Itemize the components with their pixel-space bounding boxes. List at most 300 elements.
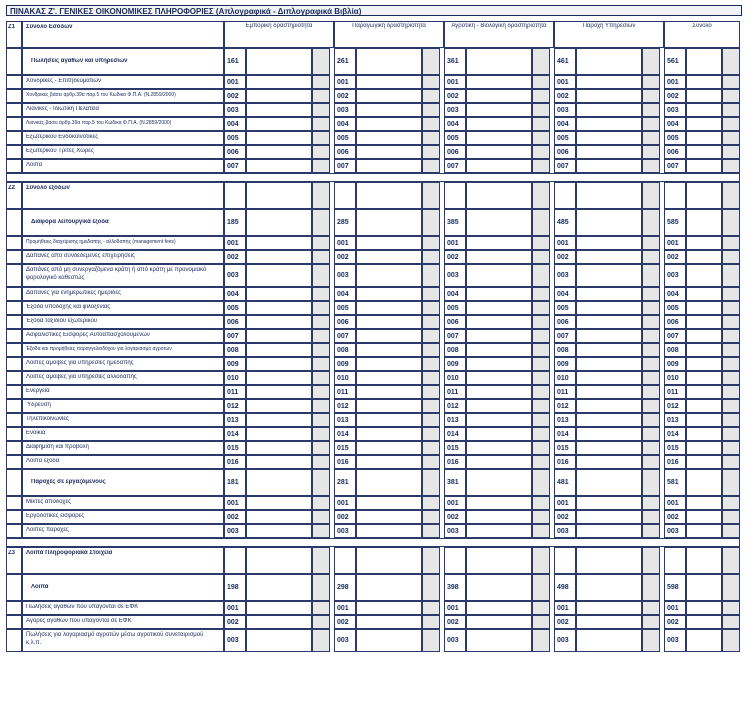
amount-input[interactable]: [466, 427, 532, 441]
amount-input[interactable]: [686, 89, 722, 103]
amount-input[interactable]: [246, 510, 312, 524]
amount-input[interactable]: [466, 236, 532, 250]
decimal-input[interactable]: [532, 250, 550, 264]
decimal-input[interactable]: [642, 287, 660, 301]
decimal-input[interactable]: [642, 413, 660, 427]
amount-input[interactable]: [356, 145, 422, 159]
decimal-input[interactable]: [642, 75, 660, 89]
decimal-input[interactable]: [422, 117, 440, 131]
decimal-input[interactable]: [312, 264, 330, 287]
decimal-input[interactable]: [532, 48, 550, 75]
decimal-input[interactable]: [722, 385, 740, 399]
amount-input[interactable]: [576, 250, 642, 264]
decimal-input[interactable]: [312, 496, 330, 510]
amount-input[interactable]: [356, 441, 422, 455]
amount-input[interactable]: [576, 103, 642, 117]
amount-input[interactable]: [246, 48, 312, 75]
amount-input[interactable]: [466, 496, 532, 510]
decimal-input[interactable]: [422, 131, 440, 145]
amount-input[interactable]: [576, 315, 642, 329]
amount-input[interactable]: [246, 371, 312, 385]
decimal-input[interactable]: [642, 455, 660, 469]
decimal-input[interactable]: [422, 524, 440, 538]
decimal-input[interactable]: [722, 343, 740, 357]
amount-input[interactable]: [576, 264, 642, 287]
amount-input[interactable]: [246, 315, 312, 329]
decimal-input[interactable]: [532, 357, 550, 371]
decimal-input[interactable]: [422, 103, 440, 117]
decimal-input[interactable]: [642, 236, 660, 250]
decimal-input[interactable]: [642, 343, 660, 357]
decimal-input[interactable]: [422, 385, 440, 399]
amount-input[interactable]: [466, 343, 532, 357]
amount-input[interactable]: [356, 371, 422, 385]
decimal-input[interactable]: [722, 236, 740, 250]
decimal-input[interactable]: [312, 48, 330, 75]
amount-input[interactable]: [246, 413, 312, 427]
decimal-input[interactable]: [422, 469, 440, 496]
decimal-input[interactable]: [722, 496, 740, 510]
decimal-input[interactable]: [642, 89, 660, 103]
amount-input[interactable]: [686, 329, 722, 343]
decimal-input[interactable]: [722, 455, 740, 469]
amount-input[interactable]: [246, 629, 312, 652]
amount-input[interactable]: [246, 209, 312, 236]
decimal-input[interactable]: [312, 117, 330, 131]
amount-input[interactable]: [576, 301, 642, 315]
decimal-input[interactable]: [532, 601, 550, 615]
amount-input[interactable]: [246, 301, 312, 315]
amount-input[interactable]: [466, 469, 532, 496]
decimal-input[interactable]: [422, 89, 440, 103]
decimal-input[interactable]: [422, 48, 440, 75]
amount-input[interactable]: [356, 615, 422, 629]
amount-input[interactable]: [466, 89, 532, 103]
decimal-input[interactable]: [422, 75, 440, 89]
amount-input[interactable]: [686, 301, 722, 315]
amount-input[interactable]: [466, 264, 532, 287]
amount-input[interactable]: [466, 301, 532, 315]
decimal-input[interactable]: [532, 615, 550, 629]
amount-input[interactable]: [356, 48, 422, 75]
decimal-input[interactable]: [722, 510, 740, 524]
amount-input[interactable]: [686, 48, 722, 75]
decimal-input[interactable]: [722, 287, 740, 301]
decimal-input[interactable]: [312, 615, 330, 629]
decimal-input[interactable]: [642, 371, 660, 385]
decimal-input[interactable]: [422, 357, 440, 371]
amount-input[interactable]: [686, 117, 722, 131]
decimal-input[interactable]: [722, 315, 740, 329]
amount-input[interactable]: [246, 455, 312, 469]
decimal-input[interactable]: [532, 371, 550, 385]
decimal-input[interactable]: [532, 343, 550, 357]
amount-input[interactable]: [686, 601, 722, 615]
decimal-input[interactable]: [312, 89, 330, 103]
amount-input[interactable]: [576, 629, 642, 652]
amount-input[interactable]: [246, 427, 312, 441]
amount-input[interactable]: [686, 357, 722, 371]
decimal-input[interactable]: [422, 209, 440, 236]
decimal-input[interactable]: [722, 209, 740, 236]
amount-input[interactable]: [686, 441, 722, 455]
decimal-input[interactable]: [422, 455, 440, 469]
decimal-input[interactable]: [642, 145, 660, 159]
decimal-input[interactable]: [722, 301, 740, 315]
amount-input[interactable]: [576, 343, 642, 357]
decimal-input[interactable]: [422, 343, 440, 357]
amount-input[interactable]: [356, 131, 422, 145]
amount-input[interactable]: [576, 469, 642, 496]
decimal-input[interactable]: [532, 469, 550, 496]
decimal-input[interactable]: [312, 399, 330, 413]
amount-input[interactable]: [576, 236, 642, 250]
decimal-input[interactable]: [312, 250, 330, 264]
decimal-input[interactable]: [642, 103, 660, 117]
amount-input[interactable]: [576, 399, 642, 413]
amount-input[interactable]: [356, 469, 422, 496]
amount-input[interactable]: [246, 236, 312, 250]
decimal-input[interactable]: [642, 209, 660, 236]
amount-input[interactable]: [356, 75, 422, 89]
amount-input[interactable]: [686, 629, 722, 652]
amount-input[interactable]: [686, 250, 722, 264]
amount-input[interactable]: [466, 315, 532, 329]
decimal-input[interactable]: [722, 371, 740, 385]
decimal-input[interactable]: [422, 413, 440, 427]
decimal-input[interactable]: [642, 117, 660, 131]
decimal-input[interactable]: [312, 343, 330, 357]
amount-input[interactable]: [246, 103, 312, 117]
amount-input[interactable]: [576, 601, 642, 615]
decimal-input[interactable]: [722, 615, 740, 629]
decimal-input[interactable]: [642, 315, 660, 329]
decimal-input[interactable]: [532, 629, 550, 652]
decimal-input[interactable]: [722, 629, 740, 652]
decimal-input[interactable]: [312, 236, 330, 250]
amount-input[interactable]: [686, 510, 722, 524]
amount-input[interactable]: [466, 629, 532, 652]
amount-input[interactable]: [576, 287, 642, 301]
amount-input[interactable]: [686, 209, 722, 236]
amount-input[interactable]: [356, 413, 422, 427]
decimal-input[interactable]: [312, 524, 330, 538]
decimal-input[interactable]: [422, 510, 440, 524]
amount-input[interactable]: [246, 357, 312, 371]
amount-input[interactable]: [356, 301, 422, 315]
amount-input[interactable]: [576, 357, 642, 371]
decimal-input[interactable]: [532, 524, 550, 538]
amount-input[interactable]: [466, 574, 532, 601]
decimal-input[interactable]: [312, 385, 330, 399]
decimal-input[interactable]: [422, 264, 440, 287]
decimal-input[interactable]: [722, 357, 740, 371]
decimal-input[interactable]: [532, 399, 550, 413]
decimal-input[interactable]: [642, 629, 660, 652]
amount-input[interactable]: [576, 89, 642, 103]
decimal-input[interactable]: [722, 250, 740, 264]
decimal-input[interactable]: [642, 469, 660, 496]
amount-input[interactable]: [356, 385, 422, 399]
amount-input[interactable]: [576, 131, 642, 145]
decimal-input[interactable]: [642, 131, 660, 145]
amount-input[interactable]: [246, 385, 312, 399]
decimal-input[interactable]: [722, 117, 740, 131]
amount-input[interactable]: [576, 574, 642, 601]
amount-input[interactable]: [686, 469, 722, 496]
amount-input[interactable]: [466, 75, 532, 89]
decimal-input[interactable]: [422, 236, 440, 250]
amount-input[interactable]: [466, 413, 532, 427]
decimal-input[interactable]: [642, 250, 660, 264]
amount-input[interactable]: [466, 455, 532, 469]
amount-input[interactable]: [246, 131, 312, 145]
amount-input[interactable]: [356, 455, 422, 469]
decimal-input[interactable]: [722, 399, 740, 413]
decimal-input[interactable]: [532, 510, 550, 524]
decimal-input[interactable]: [422, 301, 440, 315]
decimal-input[interactable]: [422, 496, 440, 510]
decimal-input[interactable]: [312, 574, 330, 601]
decimal-input[interactable]: [312, 75, 330, 89]
decimal-input[interactable]: [312, 510, 330, 524]
decimal-input[interactable]: [642, 574, 660, 601]
amount-input[interactable]: [466, 145, 532, 159]
decimal-input[interactable]: [642, 301, 660, 315]
amount-input[interactable]: [576, 496, 642, 510]
amount-input[interactable]: [246, 329, 312, 343]
decimal-input[interactable]: [312, 131, 330, 145]
decimal-input[interactable]: [642, 329, 660, 343]
amount-input[interactable]: [686, 264, 722, 287]
decimal-input[interactable]: [722, 441, 740, 455]
decimal-input[interactable]: [532, 329, 550, 343]
amount-input[interactable]: [246, 287, 312, 301]
amount-input[interactable]: [686, 427, 722, 441]
amount-input[interactable]: [246, 399, 312, 413]
decimal-input[interactable]: [532, 441, 550, 455]
amount-input[interactable]: [356, 117, 422, 131]
amount-input[interactable]: [686, 524, 722, 538]
amount-input[interactable]: [576, 329, 642, 343]
decimal-input[interactable]: [532, 264, 550, 287]
amount-input[interactable]: [246, 496, 312, 510]
amount-input[interactable]: [466, 601, 532, 615]
amount-input[interactable]: [576, 455, 642, 469]
amount-input[interactable]: [246, 117, 312, 131]
decimal-input[interactable]: [422, 399, 440, 413]
decimal-input[interactable]: [722, 89, 740, 103]
decimal-input[interactable]: [642, 264, 660, 287]
decimal-input[interactable]: [532, 455, 550, 469]
amount-input[interactable]: [686, 287, 722, 301]
amount-input[interactable]: [576, 441, 642, 455]
decimal-input[interactable]: [532, 145, 550, 159]
amount-input[interactable]: [356, 510, 422, 524]
amount-input[interactable]: [466, 371, 532, 385]
decimal-input[interactable]: [722, 469, 740, 496]
amount-input[interactable]: [356, 629, 422, 652]
decimal-input[interactable]: [312, 315, 330, 329]
amount-input[interactable]: [356, 89, 422, 103]
decimal-input[interactable]: [642, 510, 660, 524]
decimal-input[interactable]: [422, 371, 440, 385]
decimal-input[interactable]: [722, 103, 740, 117]
amount-input[interactable]: [466, 103, 532, 117]
amount-input[interactable]: [466, 510, 532, 524]
amount-input[interactable]: [356, 357, 422, 371]
amount-input[interactable]: [356, 159, 422, 173]
decimal-input[interactable]: [422, 287, 440, 301]
amount-input[interactable]: [246, 89, 312, 103]
amount-input[interactable]: [246, 441, 312, 455]
amount-input[interactable]: [246, 469, 312, 496]
amount-input[interactable]: [466, 209, 532, 236]
decimal-input[interactable]: [312, 413, 330, 427]
decimal-input[interactable]: [722, 601, 740, 615]
amount-input[interactable]: [246, 75, 312, 89]
decimal-input[interactable]: [532, 315, 550, 329]
amount-input[interactable]: [686, 315, 722, 329]
decimal-input[interactable]: [312, 469, 330, 496]
decimal-input[interactable]: [532, 117, 550, 131]
decimal-input[interactable]: [312, 145, 330, 159]
decimal-input[interactable]: [422, 574, 440, 601]
amount-input[interactable]: [576, 75, 642, 89]
amount-input[interactable]: [466, 131, 532, 145]
amount-input[interactable]: [466, 48, 532, 75]
decimal-input[interactable]: [532, 427, 550, 441]
amount-input[interactable]: [686, 496, 722, 510]
decimal-input[interactable]: [312, 371, 330, 385]
amount-input[interactable]: [466, 399, 532, 413]
decimal-input[interactable]: [532, 89, 550, 103]
amount-input[interactable]: [356, 329, 422, 343]
amount-input[interactable]: [356, 315, 422, 329]
amount-input[interactable]: [356, 574, 422, 601]
decimal-input[interactable]: [422, 441, 440, 455]
decimal-input[interactable]: [722, 75, 740, 89]
decimal-input[interactable]: [722, 427, 740, 441]
decimal-input[interactable]: [532, 574, 550, 601]
decimal-input[interactable]: [642, 399, 660, 413]
decimal-input[interactable]: [422, 315, 440, 329]
decimal-input[interactable]: [722, 264, 740, 287]
decimal-input[interactable]: [312, 301, 330, 315]
decimal-input[interactable]: [642, 441, 660, 455]
decimal-input[interactable]: [642, 524, 660, 538]
amount-input[interactable]: [466, 329, 532, 343]
decimal-input[interactable]: [312, 159, 330, 173]
amount-input[interactable]: [576, 615, 642, 629]
decimal-input[interactable]: [532, 301, 550, 315]
amount-input[interactable]: [356, 399, 422, 413]
amount-input[interactable]: [576, 413, 642, 427]
decimal-input[interactable]: [532, 413, 550, 427]
decimal-input[interactable]: [722, 159, 740, 173]
amount-input[interactable]: [356, 236, 422, 250]
amount-input[interactable]: [576, 48, 642, 75]
amount-input[interactable]: [686, 103, 722, 117]
amount-input[interactable]: [246, 615, 312, 629]
amount-input[interactable]: [686, 574, 722, 601]
decimal-input[interactable]: [532, 209, 550, 236]
amount-input[interactable]: [466, 357, 532, 371]
decimal-input[interactable]: [532, 236, 550, 250]
amount-input[interactable]: [686, 615, 722, 629]
amount-input[interactable]: [686, 413, 722, 427]
decimal-input[interactable]: [532, 103, 550, 117]
amount-input[interactable]: [576, 510, 642, 524]
decimal-input[interactable]: [312, 601, 330, 615]
amount-input[interactable]: [356, 496, 422, 510]
decimal-input[interactable]: [722, 145, 740, 159]
decimal-input[interactable]: [722, 131, 740, 145]
amount-input[interactable]: [686, 236, 722, 250]
amount-input[interactable]: [246, 343, 312, 357]
amount-input[interactable]: [356, 343, 422, 357]
amount-input[interactable]: [466, 615, 532, 629]
decimal-input[interactable]: [422, 329, 440, 343]
amount-input[interactable]: [356, 209, 422, 236]
decimal-input[interactable]: [532, 496, 550, 510]
amount-input[interactable]: [686, 145, 722, 159]
decimal-input[interactable]: [722, 524, 740, 538]
amount-input[interactable]: [466, 524, 532, 538]
amount-input[interactable]: [576, 159, 642, 173]
amount-input[interactable]: [686, 75, 722, 89]
amount-input[interactable]: [356, 264, 422, 287]
decimal-input[interactable]: [312, 629, 330, 652]
amount-input[interactable]: [576, 427, 642, 441]
decimal-input[interactable]: [642, 615, 660, 629]
amount-input[interactable]: [246, 601, 312, 615]
decimal-input[interactable]: [312, 287, 330, 301]
decimal-input[interactable]: [722, 48, 740, 75]
amount-input[interactable]: [246, 159, 312, 173]
amount-input[interactable]: [356, 601, 422, 615]
amount-input[interactable]: [576, 145, 642, 159]
decimal-input[interactable]: [422, 145, 440, 159]
decimal-input[interactable]: [642, 385, 660, 399]
decimal-input[interactable]: [422, 427, 440, 441]
amount-input[interactable]: [466, 250, 532, 264]
amount-input[interactable]: [686, 399, 722, 413]
decimal-input[interactable]: [312, 441, 330, 455]
amount-input[interactable]: [246, 145, 312, 159]
amount-input[interactable]: [466, 159, 532, 173]
decimal-input[interactable]: [722, 413, 740, 427]
decimal-input[interactable]: [422, 629, 440, 652]
amount-input[interactable]: [356, 427, 422, 441]
decimal-input[interactable]: [312, 427, 330, 441]
decimal-input[interactable]: [642, 496, 660, 510]
amount-input[interactable]: [356, 250, 422, 264]
amount-input[interactable]: [466, 385, 532, 399]
decimal-input[interactable]: [722, 329, 740, 343]
amount-input[interactable]: [246, 250, 312, 264]
decimal-input[interactable]: [532, 385, 550, 399]
decimal-input[interactable]: [422, 615, 440, 629]
amount-input[interactable]: [246, 264, 312, 287]
amount-input[interactable]: [466, 117, 532, 131]
decimal-input[interactable]: [312, 103, 330, 117]
amount-input[interactable]: [356, 103, 422, 117]
amount-input[interactable]: [686, 159, 722, 173]
decimal-input[interactable]: [642, 601, 660, 615]
decimal-input[interactable]: [312, 357, 330, 371]
amount-input[interactable]: [246, 524, 312, 538]
